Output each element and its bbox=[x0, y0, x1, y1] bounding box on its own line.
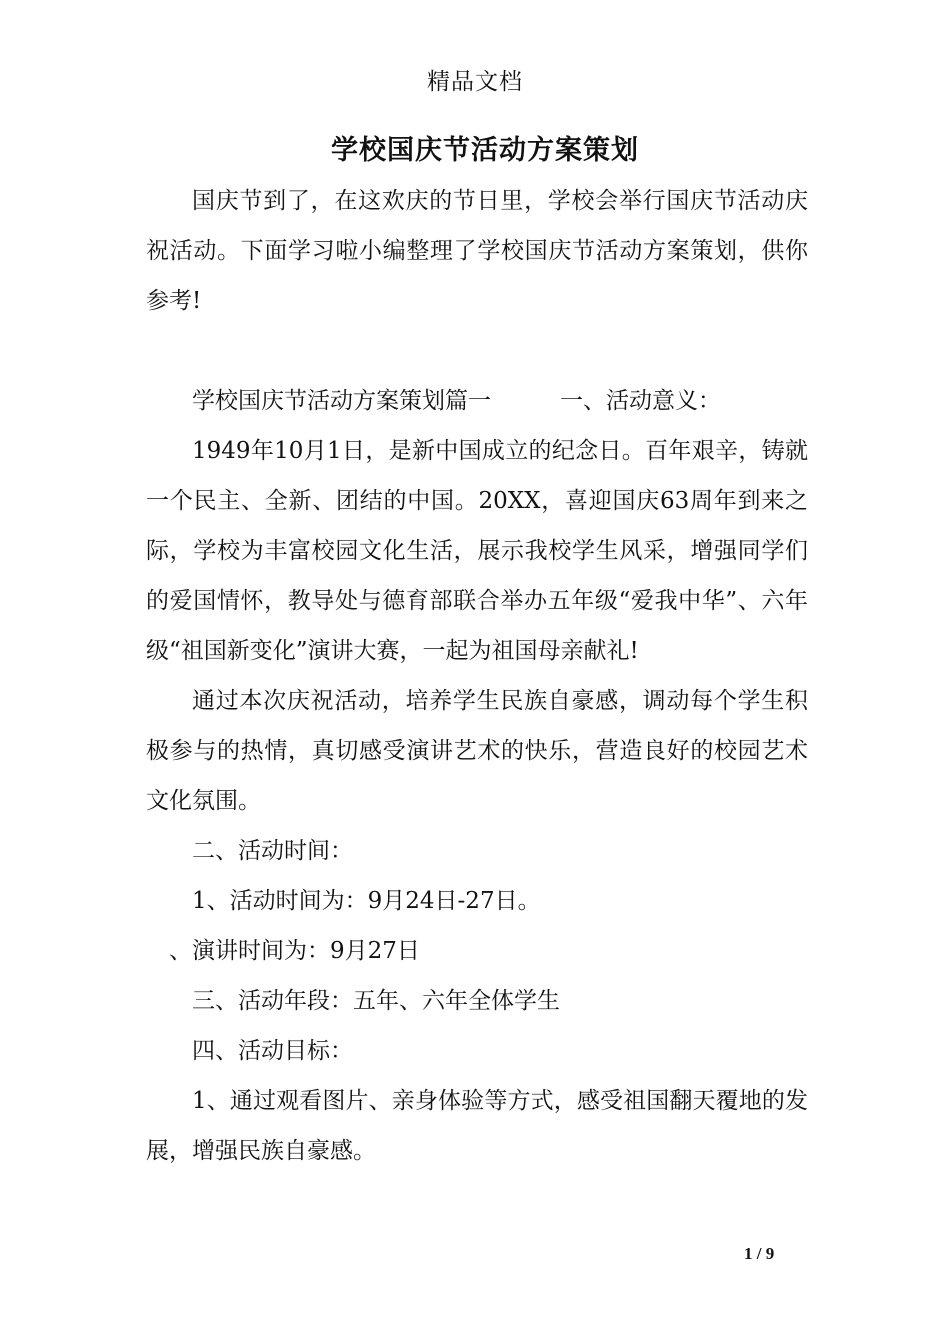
paragraph-goal-1: 1、通过观看图片、亲身体验等方式，感受祖国翻天覆地的发展，增强民族自豪感。 bbox=[146, 1088, 808, 1164]
paragraph-speech-time: 、演讲时间为：9月27日 bbox=[169, 938, 420, 964]
paragraph-purpose: 通过本次庆祝活动，培养学生民族自豪感，调动每个学生积极参与的热情，真切感受演讲艺术的快乐，营造良好的校园艺术文化氛围。 bbox=[146, 688, 808, 814]
paragraph-spacer bbox=[146, 326, 808, 376]
paragraph-goals-heading: 四、活动目标： bbox=[192, 1038, 353, 1064]
page-number: 1 / 9 bbox=[744, 1244, 775, 1263]
document-body bbox=[146, 176, 808, 1176]
paragraph-grade-range: 三、活动年段：五年、六年全体学生 bbox=[192, 988, 560, 1014]
paragraph-intro: 国庆节到了，在这欢庆的节日里，学校会举行国庆节活动庆祝活动。下面学习啦小编整理了学校国庆节活动方案策划，供你参考! bbox=[146, 188, 808, 314]
paragraph-section-heading: 学校国庆节活动方案策划篇一 一、活动意义： bbox=[192, 388, 721, 414]
paragraph-activity-time: 1、活动时间为：9月24日-27日。 bbox=[192, 888, 541, 914]
document-title: 学校国庆节活动方案策划 bbox=[331, 135, 639, 166]
page-header: 精品文档 bbox=[427, 69, 523, 95]
paragraph-significance: 1949年10月1日，是新中国成立的纪念日。百年艰辛，铸就一个民主、全新、团结的中国。20XX，喜迎国庆63周年到来之际，学校为丰富校园文化生活，展示我校学生风采，增强同学们的爱国情怀，教导处与德育部联合举办五年级“爱我中华”、六年级“祖国新变化”演讲大赛，一起为祖国母亲献礼! bbox=[146, 438, 808, 664]
paragraph-time-heading: 二、活动时间： bbox=[192, 838, 353, 864]
